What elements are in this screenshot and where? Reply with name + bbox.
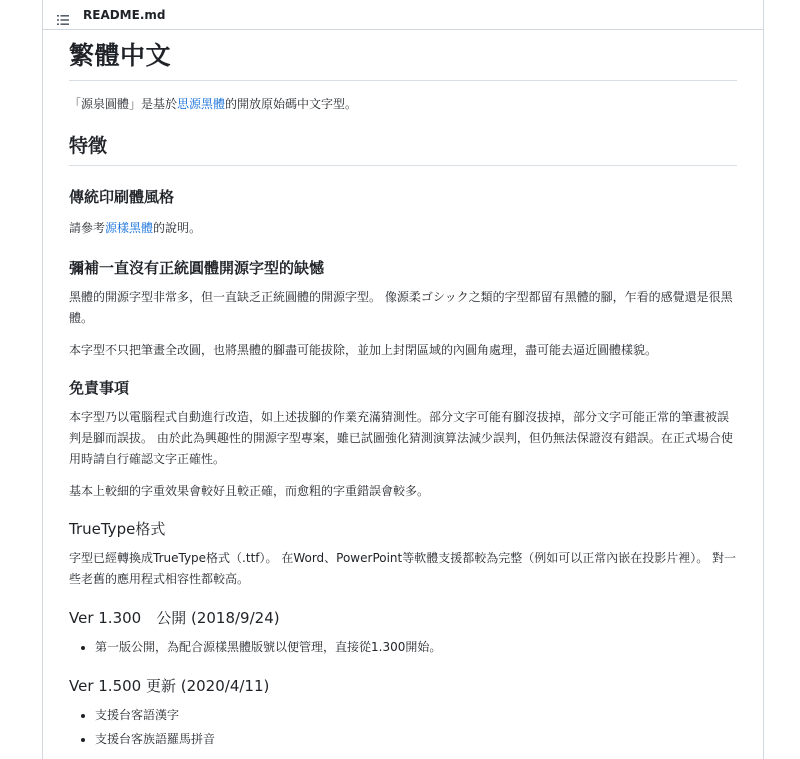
list-item: • 第一版公開，為配合源樣黑體版號以便管理，直接從1.300開始。 bbox=[95, 637, 737, 658]
version-1300-heading: Ver 1.300 公開 (2018/9/24) bbox=[69, 609, 280, 627]
file-name: README.md bbox=[83, 7, 166, 22]
version-1500-heading: Ver 1.500 更新 (2020/4/11) bbox=[69, 677, 270, 695]
section-traditional-style-heading: 傳統印刷體風格 bbox=[69, 188, 175, 206]
section-disclaimer-heading: 免責事項 bbox=[69, 379, 130, 397]
section-traditional-style-text bbox=[69, 218, 737, 239]
s1-text-pre: 請參考 bbox=[69, 221, 106, 235]
link-genyo-gothic[interactable]: 源樣黑體 bbox=[105, 221, 154, 235]
intro-text-pre: 「源泉圓體」是基於 bbox=[69, 97, 178, 111]
file-header bbox=[43, 0, 763, 30]
section-truetype-heading: TrueType格式 bbox=[69, 520, 166, 538]
link-source-han-sans[interactable]: 思源黑體 bbox=[177, 97, 226, 111]
list-item: • 支援台客族語羅馬拼音 bbox=[95, 729, 737, 750]
section-disclaimer-p1: 本字型乃以電腦程式自動進行改造，如上述拔腳的作業充滿猜測性。部分文字可能有腳沒拔掉，部分文字可能正常的筆畫被誤判是腳而誤拔。 由於此為興趣性的開源字型專案，雖已試圖強化猜測演算法減少誤判，但仍無法保證沒有錯誤。在正式場合使用時請自行確認文字正確性。 bbox=[69, 410, 733, 466]
intro-text-post: 的開放原始碼中文字型。 bbox=[225, 97, 358, 111]
readme-panel bbox=[42, 0, 764, 759]
list-item: • 支援台客語漢字 bbox=[95, 705, 737, 726]
features-heading: 特徵 bbox=[69, 133, 737, 166]
page-title: 繁體中文 bbox=[69, 40, 737, 81]
s1-text-post: 的說明。 bbox=[153, 221, 202, 235]
section-rounded-heading: 彌補一直沒有正統圓體開源字型的缺憾 bbox=[69, 259, 325, 277]
section-disclaimer-p2: 基本上較細的字重效果會較好且較正確，而愈粗的字重錯誤會較多。 bbox=[69, 484, 430, 498]
version-1500-list bbox=[69, 705, 737, 750]
list-unordered-icon[interactable] bbox=[57, 10, 69, 20]
version-1300-list bbox=[69, 637, 737, 658]
markdown-body bbox=[43, 40, 763, 750]
section-rounded-p2: 本字型不只把筆畫全改圓，也將黑體的腳盡可能拔除，並加上封閉區域的內圓角處理，盡可能去逼近圓體樣貌。 bbox=[69, 343, 658, 357]
intro-paragraph bbox=[69, 94, 737, 115]
section-truetype-p1: 字型已經轉換成TrueType格式（.ttf）。 在Word、PowerPoint等軟體支援都較為完整（例如可以正常內嵌在投影片裡）。 對一些老舊的應用程式相容性都較高。 bbox=[69, 551, 737, 586]
section-rounded-p1: 黑體的開源字型非常多，但一直缺乏正統圓體的開源字型。 像源柔ゴシック之類的字型都留有黑體的腳，乍看的感覺還是很黑體。 bbox=[69, 290, 733, 325]
